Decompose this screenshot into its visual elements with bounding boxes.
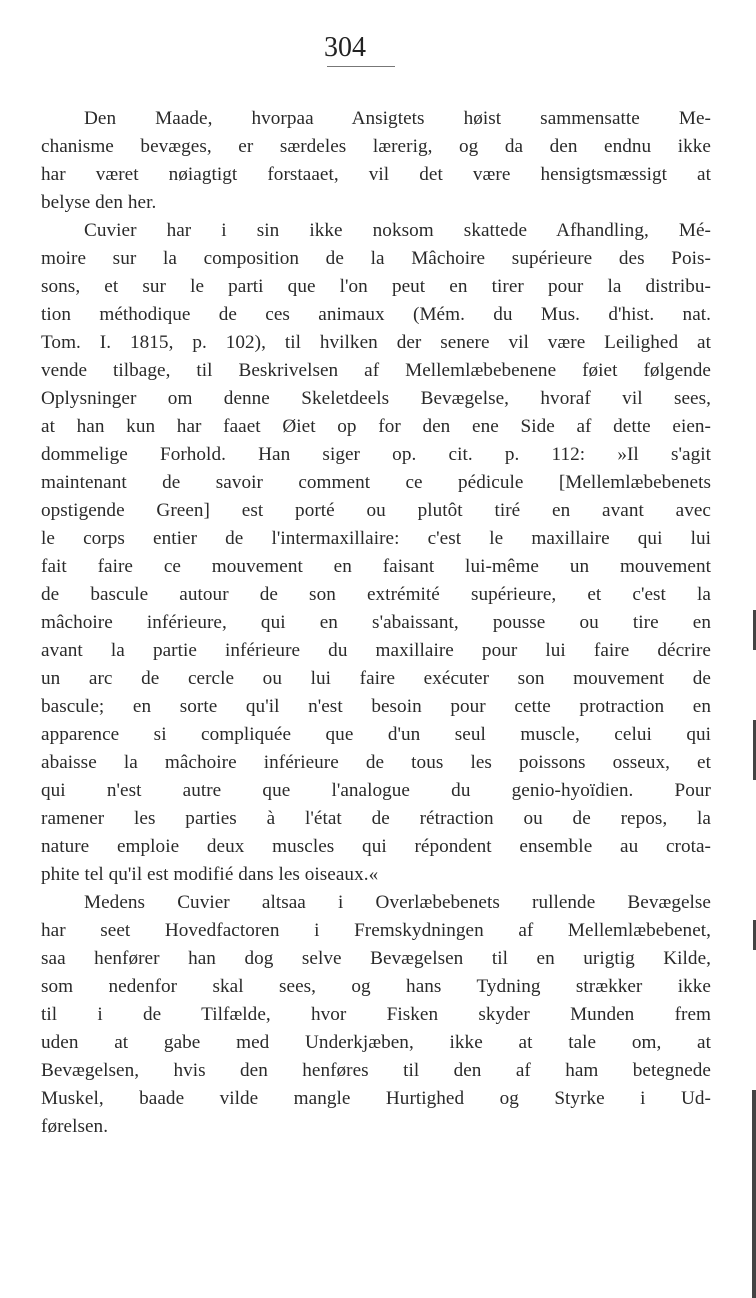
text-line: chanisme bevæges, er særdeles lærerig, og da den endnu ikke: [41, 136, 711, 157]
text-line: opstigende Green] est porté ou plutôt tiré en avant avec: [41, 500, 711, 521]
page-number: 304: [324, 32, 366, 63]
text-line: qui n'est autre que l'analogue du genio-hyoïdien. Pour: [41, 780, 711, 801]
text-line: phite tel qu'il est modifié dans les oiseaux.«: [41, 864, 379, 885]
body-text: [41, 105, 711, 1141]
text-line: de bascule autour de son extrémité supérieure, et c'est la: [41, 584, 711, 605]
text-line: nature emploie deux muscles qui répondent ensemble au crota-: [41, 836, 711, 857]
text-line: Den Maade, hvorpaa Ansigtets høist sammensatte Me-: [84, 108, 711, 129]
text-line: tion méthodique de ces animaux (Mém. du Mus. d'hist. nat.: [41, 304, 711, 325]
text-line: sons, et sur le parti que l'on peut en tirer pour la distribu-: [41, 276, 711, 297]
text-line: vende tilbage, til Beskrivelsen af Mellemlæbebenene føiet følgende: [41, 360, 711, 381]
text-line: Bevægelsen, hvis den henføres til den af ham betegnede: [41, 1060, 711, 1081]
text-line: apparence si compliquée que d'un seul muscle, celui qui: [41, 724, 711, 745]
text-line: som nedenfor skal sees, og hans Tydning strækker ikke: [41, 976, 711, 997]
text-line: maintenant de savoir comment ce pédicule [Mellemlæbebenets: [41, 472, 711, 493]
text-line: mâchoire inférieure, qui en s'abaissant, pousse ou tire en: [41, 612, 711, 633]
text-line: at han kun har faaet Øiet op for den ene Side af dette eien-: [41, 416, 711, 437]
text-line: Medens Cuvier altsaa i Overlæbebenets rullende Bevægelse: [84, 892, 711, 913]
text-line: til i de Tilfælde, hvor Fisken skyder Munden frem: [41, 1004, 711, 1025]
text-line: belyse den her.: [41, 192, 157, 213]
text-line: ramener les parties à l'état de rétraction ou de repos, la: [41, 808, 711, 829]
text-line: uden at gabe med Underkjæben, ikke at tale om, at: [41, 1032, 711, 1053]
text-line: har seet Hovedfactoren i Fremskydningen af Mellemlæbebenet,: [41, 920, 711, 941]
text-line: avant la partie inférieure du maxillaire pour lui faire décrire: [41, 640, 711, 661]
text-line: dommelige Forhold. Han siger op. cit. p. 112: »Il s'agit: [41, 444, 711, 465]
text-line: le corps entier de l'intermaxillaire: c'est le maxillaire qui lui: [41, 528, 711, 549]
text-line: Cuvier har i sin ikke noksom skattede Afhandling, Mé-: [84, 220, 711, 241]
text-line: abaisse la mâchoire inférieure de tous les poissons osseux, et: [41, 752, 711, 773]
text-line: Oplysninger om denne Skeletdeels Bevægelse, hvoraf vil sees,: [41, 388, 711, 409]
text-line: un arc de cercle ou lui faire exécuter son mouvement de: [41, 668, 711, 689]
text-line: Tom. I. 1815, p. 102), til hvilken der senere vil være Leilighed at: [41, 332, 711, 353]
text-line: saa henfører han dog selve Bevægelsen til en urigtig Kilde,: [41, 948, 711, 969]
text-line: førelsen.: [41, 1116, 109, 1137]
text-line: moire sur la composition de la Mâchoire supérieure des Pois-: [41, 248, 711, 269]
text-line: fait faire ce mouvement en faisant lui-même un mouvement: [41, 556, 711, 577]
text-line: Muskel, baade vilde mangle Hurtighed og Styrke i Ud-: [41, 1088, 711, 1109]
text-line: bascule; en sorte qu'il n'est besoin pour cette protraction en: [41, 696, 711, 717]
scan-edge-mark: [752, 1090, 756, 1298]
text-line: har været nøiagtigt forstaaet, vil det være hensigtsmæssigt at: [41, 164, 711, 185]
page-number-rule: [327, 66, 395, 67]
